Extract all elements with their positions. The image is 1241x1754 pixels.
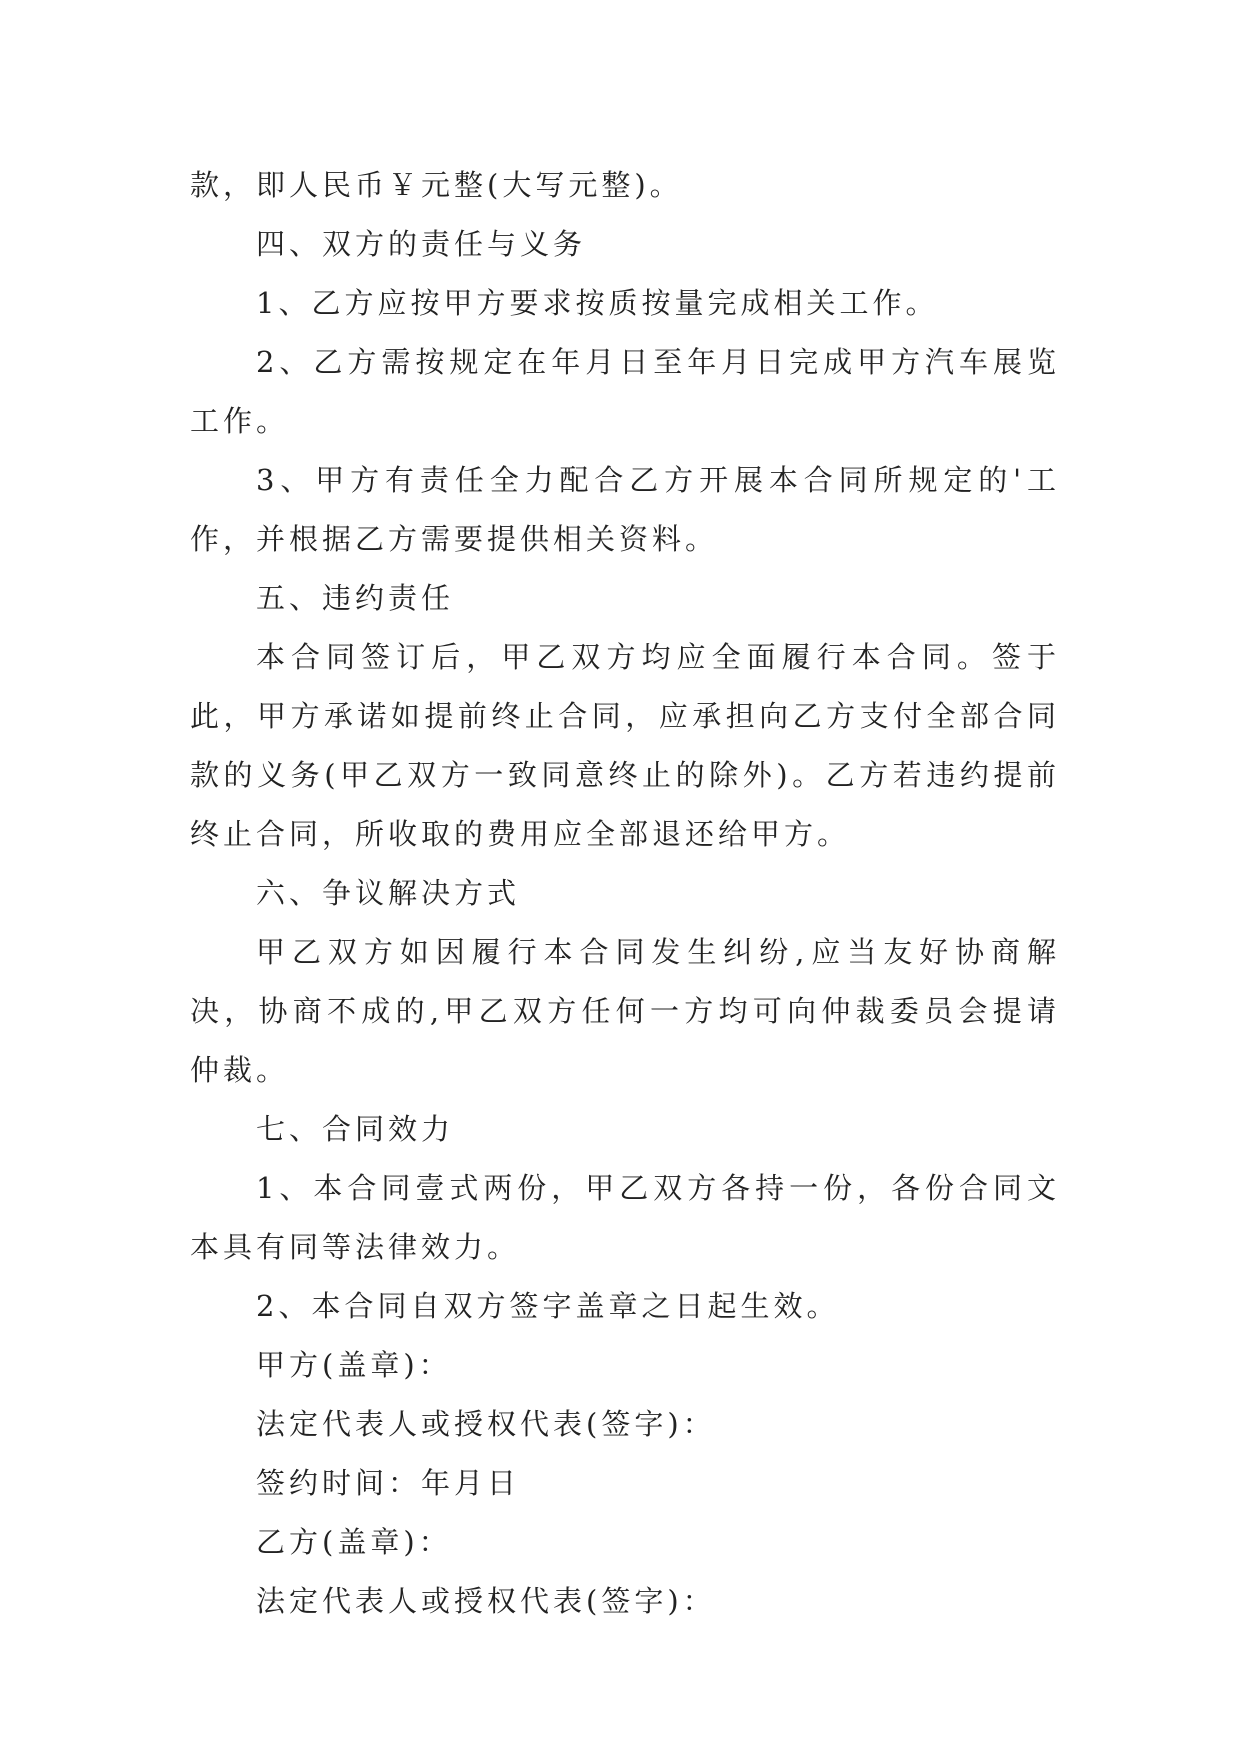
party-b-seal-line: 乙方(盖章)： [256, 1525, 452, 1559]
clause-4-2: 2、乙方需按规定在年月日至年月日完成甲方汽车展览工作。 [190, 345, 1060, 438]
paragraph-breach-liability: 本合同签订后，甲乙双方均应全面履行本合同。签于此，甲方承诺如提前终止合同，应承担向乙方支付全部合同款的义务(甲乙双方一致同意终止的除外)。乙方若违约提前终止合同，所收取的费用应全部退还给甲方。 [190, 640, 1060, 851]
paragraph-payment-amount: 款，即人民币￥元整(大写元整)。 [190, 168, 683, 202]
paragraph-dispute-resolution: 甲乙双方如因履行本合同发生纠纷,应当友好协商解决，协商不成的,甲乙双方任何一方均可向仲裁委员会提请仲裁。 [190, 935, 1060, 1087]
party-a-seal-line: 甲方(盖章)： [256, 1348, 452, 1382]
heading-dispute-resolution: 六、争议解决方式 [256, 876, 521, 910]
clause-4-1: 1、乙方应按甲方要求按质按量完成相关工作。 [256, 286, 939, 320]
party-b-representative-line: 法定代表人或授权代表(签字)： [256, 1584, 716, 1618]
heading-breach-liability: 五、违约责任 [256, 581, 455, 615]
heading-contract-validity: 七、合同效力 [256, 1112, 455, 1146]
clause-4-3: 3、甲方有责任全力配合乙方开展本合同所规定的'工作，并根据乙方需要提供相关资料。 [190, 463, 1060, 556]
document-body [190, 156, 1060, 1631]
party-a-representative-line: 法定代表人或授权代表(签字)： [256, 1407, 716, 1441]
clause-7-2: 2、本合同自双方签字盖章之日起生效。 [256, 1289, 840, 1323]
heading-responsibilities: 四、双方的责任与义务 [256, 227, 587, 261]
clause-7-1: 1、本合同壹式两份，甲乙双方各持一份，各份合同文本具有同等法律效力。 [190, 1171, 1060, 1264]
signing-date-line: 签约时间：年月日 [256, 1466, 521, 1500]
